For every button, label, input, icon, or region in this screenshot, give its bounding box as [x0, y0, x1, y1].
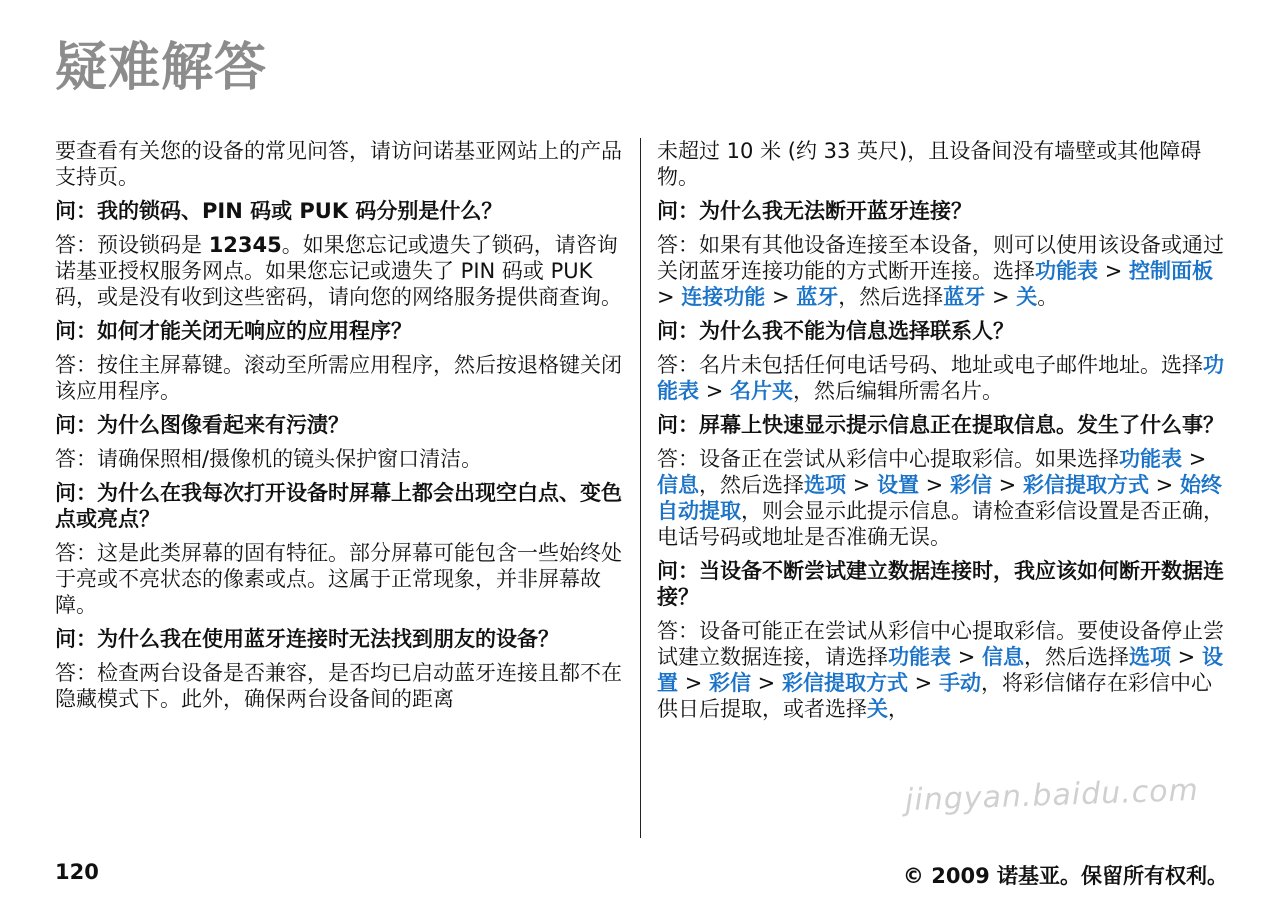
menu-link-connectivity[interactable]: 连接功能 — [681, 285, 766, 309]
menu-link-bluetooth[interactable]: 蓝牙 — [796, 285, 839, 309]
menu-link-menu[interactable]: 功能表 — [1119, 447, 1182, 471]
question-image-smudge: 问：为什么图像看起来有污渍？ — [55, 413, 349, 437]
question-data-connection: 问：当设备不断尝试建立数据连接时，我应该如何断开数据连接？ — [657, 559, 1224, 609]
path-separator: > — [957, 645, 976, 669]
answer-text: ，将彩信储存在彩信中心供日后提取，或者选择 — [657, 671, 1212, 721]
menu-link-messaging[interactable]: 信息 — [657, 473, 699, 497]
menu-link-mms[interactable]: 彩信 — [708, 671, 751, 695]
menu-link-settings[interactable]: 设置 — [876, 473, 919, 497]
menu-link-mms-retrieval[interactable]: 彩信提取方式 — [1022, 473, 1149, 497]
answer-text: 答：如果有其他设备连接至本设备，则可以使用该设备或通过关闭蓝牙连接功能的方式断开连接。选择 — [657, 233, 1224, 283]
answer-text: ，然后编辑所需名片。 — [792, 379, 1003, 403]
answer-text: ，然后选择 — [838, 285, 944, 309]
path-separator: > — [771, 285, 790, 309]
page-title: 疑难解答 — [55, 38, 268, 98]
question-bluetooth-disconnect: 问：为什么我无法断开蓝牙连接？ — [657, 199, 972, 223]
copyright-notice: © 2009 诺基亚。保留所有权利。 — [902, 864, 1228, 888]
path-separator: > — [914, 671, 933, 695]
menu-link-off[interactable]: 关 — [1016, 285, 1038, 309]
path-separator: > — [657, 285, 675, 309]
answer-close-app: 答：按住主屏幕键。滚动至所需应用程序，然后按退格键关闭该应用程序。 — [55, 353, 622, 403]
answer-text: ，则会显示此提示信息。请检查彩信设置是否正确，电话号码或地址是否准确无误。 — [657, 499, 1224, 549]
answer-text: 。 — [1037, 285, 1059, 309]
answer-text: 答：设备可能正在尝试从彩信中心提取彩信。要使设备停止尝试建立数据连接，请选择 — [657, 619, 1224, 669]
answer-bluetooth-disconnect — [657, 232, 1229, 310]
menu-link-contacts[interactable]: 名片夹 — [729, 379, 793, 403]
path-separator: > — [852, 473, 871, 497]
answer-bluetooth-find: 答：检查两台设备是否兼容，是否均已启动蓝牙连接且都不在隐藏模式下。此外，确保两台设备间的距离 — [55, 661, 622, 711]
watermark: jingyan.baidu.com — [904, 772, 1200, 819]
path-separator: > — [1188, 447, 1207, 471]
path-separator: > — [1177, 645, 1196, 669]
answer-data-connection — [657, 618, 1229, 722]
answer-text: ，然后选择 — [1023, 645, 1129, 669]
menu-link-mms-retrieval[interactable]: 彩信提取方式 — [781, 671, 908, 695]
menu-link-menu[interactable]: 功能表 — [1035, 259, 1098, 283]
answer-text: 答：设备正在尝试从彩信中心提取彩信。如果选择 — [657, 447, 1119, 471]
menu-link-menu[interactable]: 功能表 — [888, 645, 951, 669]
menu-link-options[interactable]: 选项 — [1128, 645, 1171, 669]
path-separator: > — [1104, 259, 1123, 283]
path-separator: > — [684, 671, 703, 695]
answer-text: ，然后选择 — [699, 473, 804, 497]
left-column — [55, 138, 627, 720]
page-number: 120 — [55, 860, 99, 884]
path-separator: > — [757, 671, 776, 695]
question-close-app: 问：如何才能关闭无响应的应用程序？ — [55, 319, 412, 343]
menu-link-off[interactable]: 关 — [867, 697, 888, 721]
path-separator: > — [705, 379, 724, 403]
answer-text: 答：预设锁码是 — [55, 233, 209, 257]
question-retrieving-message: 问：屏幕上快速显示提示信息正在提取信息。发生了什么事？ — [657, 413, 1224, 437]
answer-lock-code — [55, 232, 627, 310]
answer-screen-dots: 答：这是此类屏幕的固有特征。部分屏幕可能包含一些始终处于亮或不亮状态的像素或点。这属于正常现象，并非屏幕故障。 — [55, 541, 622, 617]
answer-text: 。如果您忘记或遗失了锁码，请咨询诺基亚授权服务网点。如果您忘记或遗失了 PIN 码或 PUK 码，或是没有收到这些密码，请向您的网络服务提供商查询。 — [55, 233, 622, 309]
column-divider — [640, 138, 641, 838]
menu-link-settings[interactable]: 设置 — [657, 645, 1223, 695]
question-lock-code: 问：我的锁码、PIN 码或 PUK 码分别是什么？ — [55, 199, 503, 223]
intro-paragraph: 要查看有关您的设备的常见问答，请访问诺基亚网站上的产品支持页。 — [55, 139, 622, 189]
menu-link-menu[interactable]: 功能表 — [657, 353, 1224, 403]
default-lock-code: 12345 — [208, 233, 282, 257]
answer-retrieving-message — [657, 446, 1229, 550]
answer-text: 答：名片未包括任何电话号码、地址或电子邮件地址。选择 — [657, 353, 1203, 377]
menu-link-messaging[interactable]: 信息 — [981, 645, 1024, 669]
path-separator: > — [925, 473, 944, 497]
question-select-contact: 问：为什么我不能为信息选择联系人？ — [657, 319, 1014, 343]
answer-select-contact — [657, 352, 1229, 404]
menu-link-manual[interactable]: 手动 — [938, 671, 981, 695]
answer-image-smudge: 答：请确保照相/摄像机的镜头保护窗口清洁。 — [55, 447, 483, 471]
right-column — [657, 138, 1229, 730]
question-screen-dots: 问：为什么在我每次打开设备时屏幕上都会出现空白点、变色点或亮点？ — [55, 481, 622, 531]
menu-link-control-panel[interactable]: 控制面板 — [1128, 259, 1213, 283]
path-separator: > — [991, 285, 1010, 309]
answer-text: ， — [888, 697, 909, 721]
menu-link-mms[interactable]: 彩信 — [949, 473, 992, 497]
question-bluetooth-find: 问：为什么我在使用蓝牙连接时无法找到朋友的设备？ — [55, 627, 559, 651]
path-separator: > — [1155, 473, 1174, 497]
path-separator: > — [998, 473, 1017, 497]
menu-link-always-automatic[interactable]: 始终自动提取 — [657, 473, 1222, 523]
menu-link-bluetooth-setting[interactable]: 蓝牙 — [943, 285, 986, 309]
menu-link-options[interactable]: 选项 — [804, 473, 846, 497]
answer-bluetooth-find-continued: 未超过 10 米 (约 33 英尺)，且设备间没有墙壁或其他障碍物。 — [657, 139, 1202, 189]
